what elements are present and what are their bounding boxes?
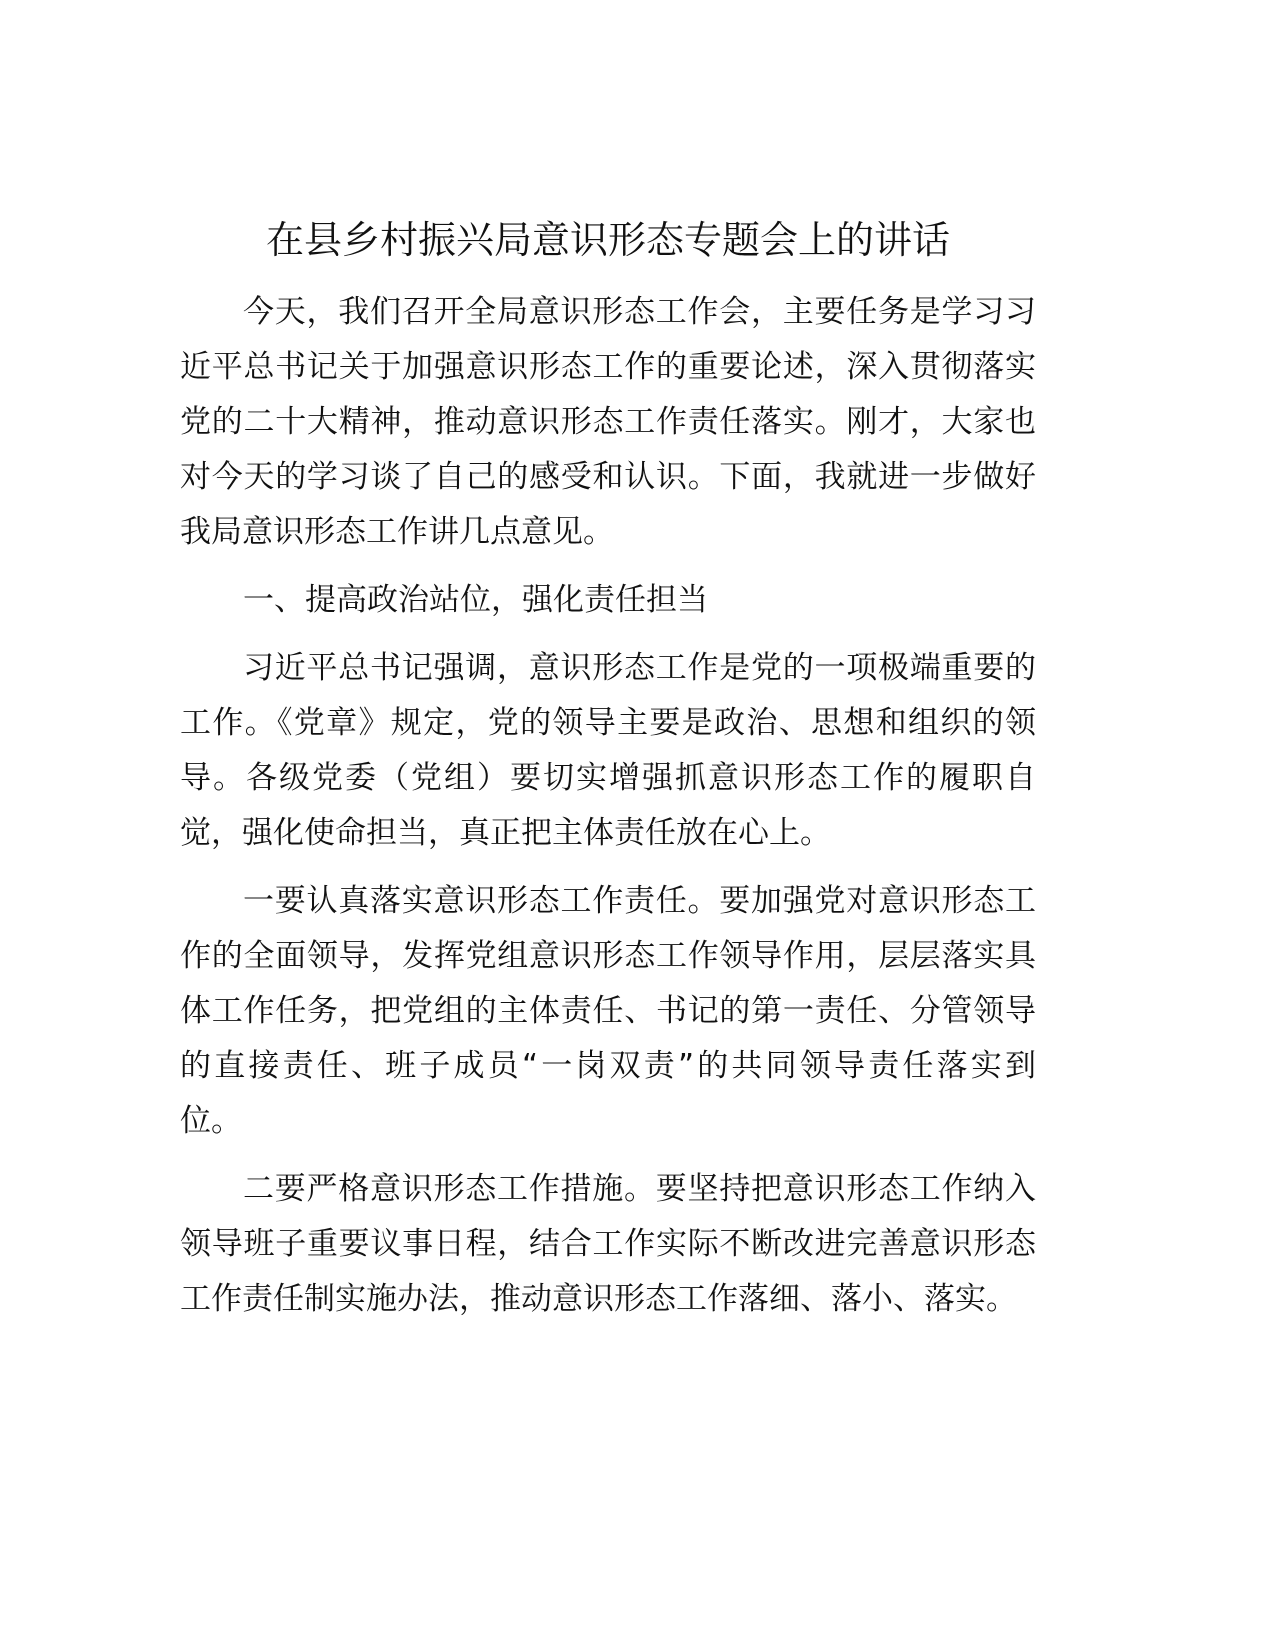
paragraph xyxy=(180,874,1036,1149)
text-line: 工作。《党章》规定，党的领导主要是政治、思想和组织的领 xyxy=(180,705,1036,741)
text-line: 近平总书记关于加强意识形态工作的重要论述，深入贯彻落实 xyxy=(180,349,1036,385)
text-line: 党的二十大精神，推动意识形态工作责任落实。刚才，大家也 xyxy=(180,404,1036,440)
text-line: 位。 xyxy=(180,1103,242,1139)
text-line: 觉，强化使命担当，真正把主体责任放在心上。 xyxy=(180,815,831,851)
text-line: 一要认真落实意识形态工作责任。要加强党对意识形态工 xyxy=(243,883,1036,919)
text-line: 的直接责任、班子成员“一岗双责”的共同领导责任落实到 xyxy=(180,1048,1036,1084)
paragraph xyxy=(180,285,1036,560)
document-body xyxy=(180,285,1036,1340)
text-line: 领导班子重要议事日程，结合工作实际不断改进完善意识形态 xyxy=(180,1226,1036,1262)
text-line: 今天，我们召开全局意识形态工作会，主要任务是学习习 xyxy=(243,294,1036,330)
text-line: 习近平总书记强调，意识形态工作是党的一项极端重要的 xyxy=(243,650,1036,686)
text-line: 体工作任务，把党组的主体责任、书记的第一责任、分管领导 xyxy=(180,993,1036,1029)
text-line: 作的全面领导，发挥党组意识形态工作领导作用，层层落实具 xyxy=(180,938,1036,974)
text-line: 二要严格意识形态工作措施。要坚持把意识形态工作纳入 xyxy=(243,1171,1036,1207)
section-heading xyxy=(180,573,1036,628)
text-line: 我局意识形态工作讲几点意见。 xyxy=(180,514,614,550)
paragraph xyxy=(180,641,1036,861)
text-line: 一、提高政治站位，强化责任担当 xyxy=(243,582,708,618)
text-line: 工作责任制实施办法，推动意识形态工作落细、落小、落实。 xyxy=(180,1281,1017,1317)
paragraph xyxy=(180,1162,1036,1327)
text-line: 对今天的学习谈了自己的感受和认识。下面，我就进一步做好 xyxy=(180,459,1036,495)
document-title: 在县乡村振兴局意识形态专题会上的讲话 xyxy=(265,218,950,262)
text-line: 导。各级党委（党组）要切实增强抓意识形态工作的履职自 xyxy=(180,760,1036,796)
